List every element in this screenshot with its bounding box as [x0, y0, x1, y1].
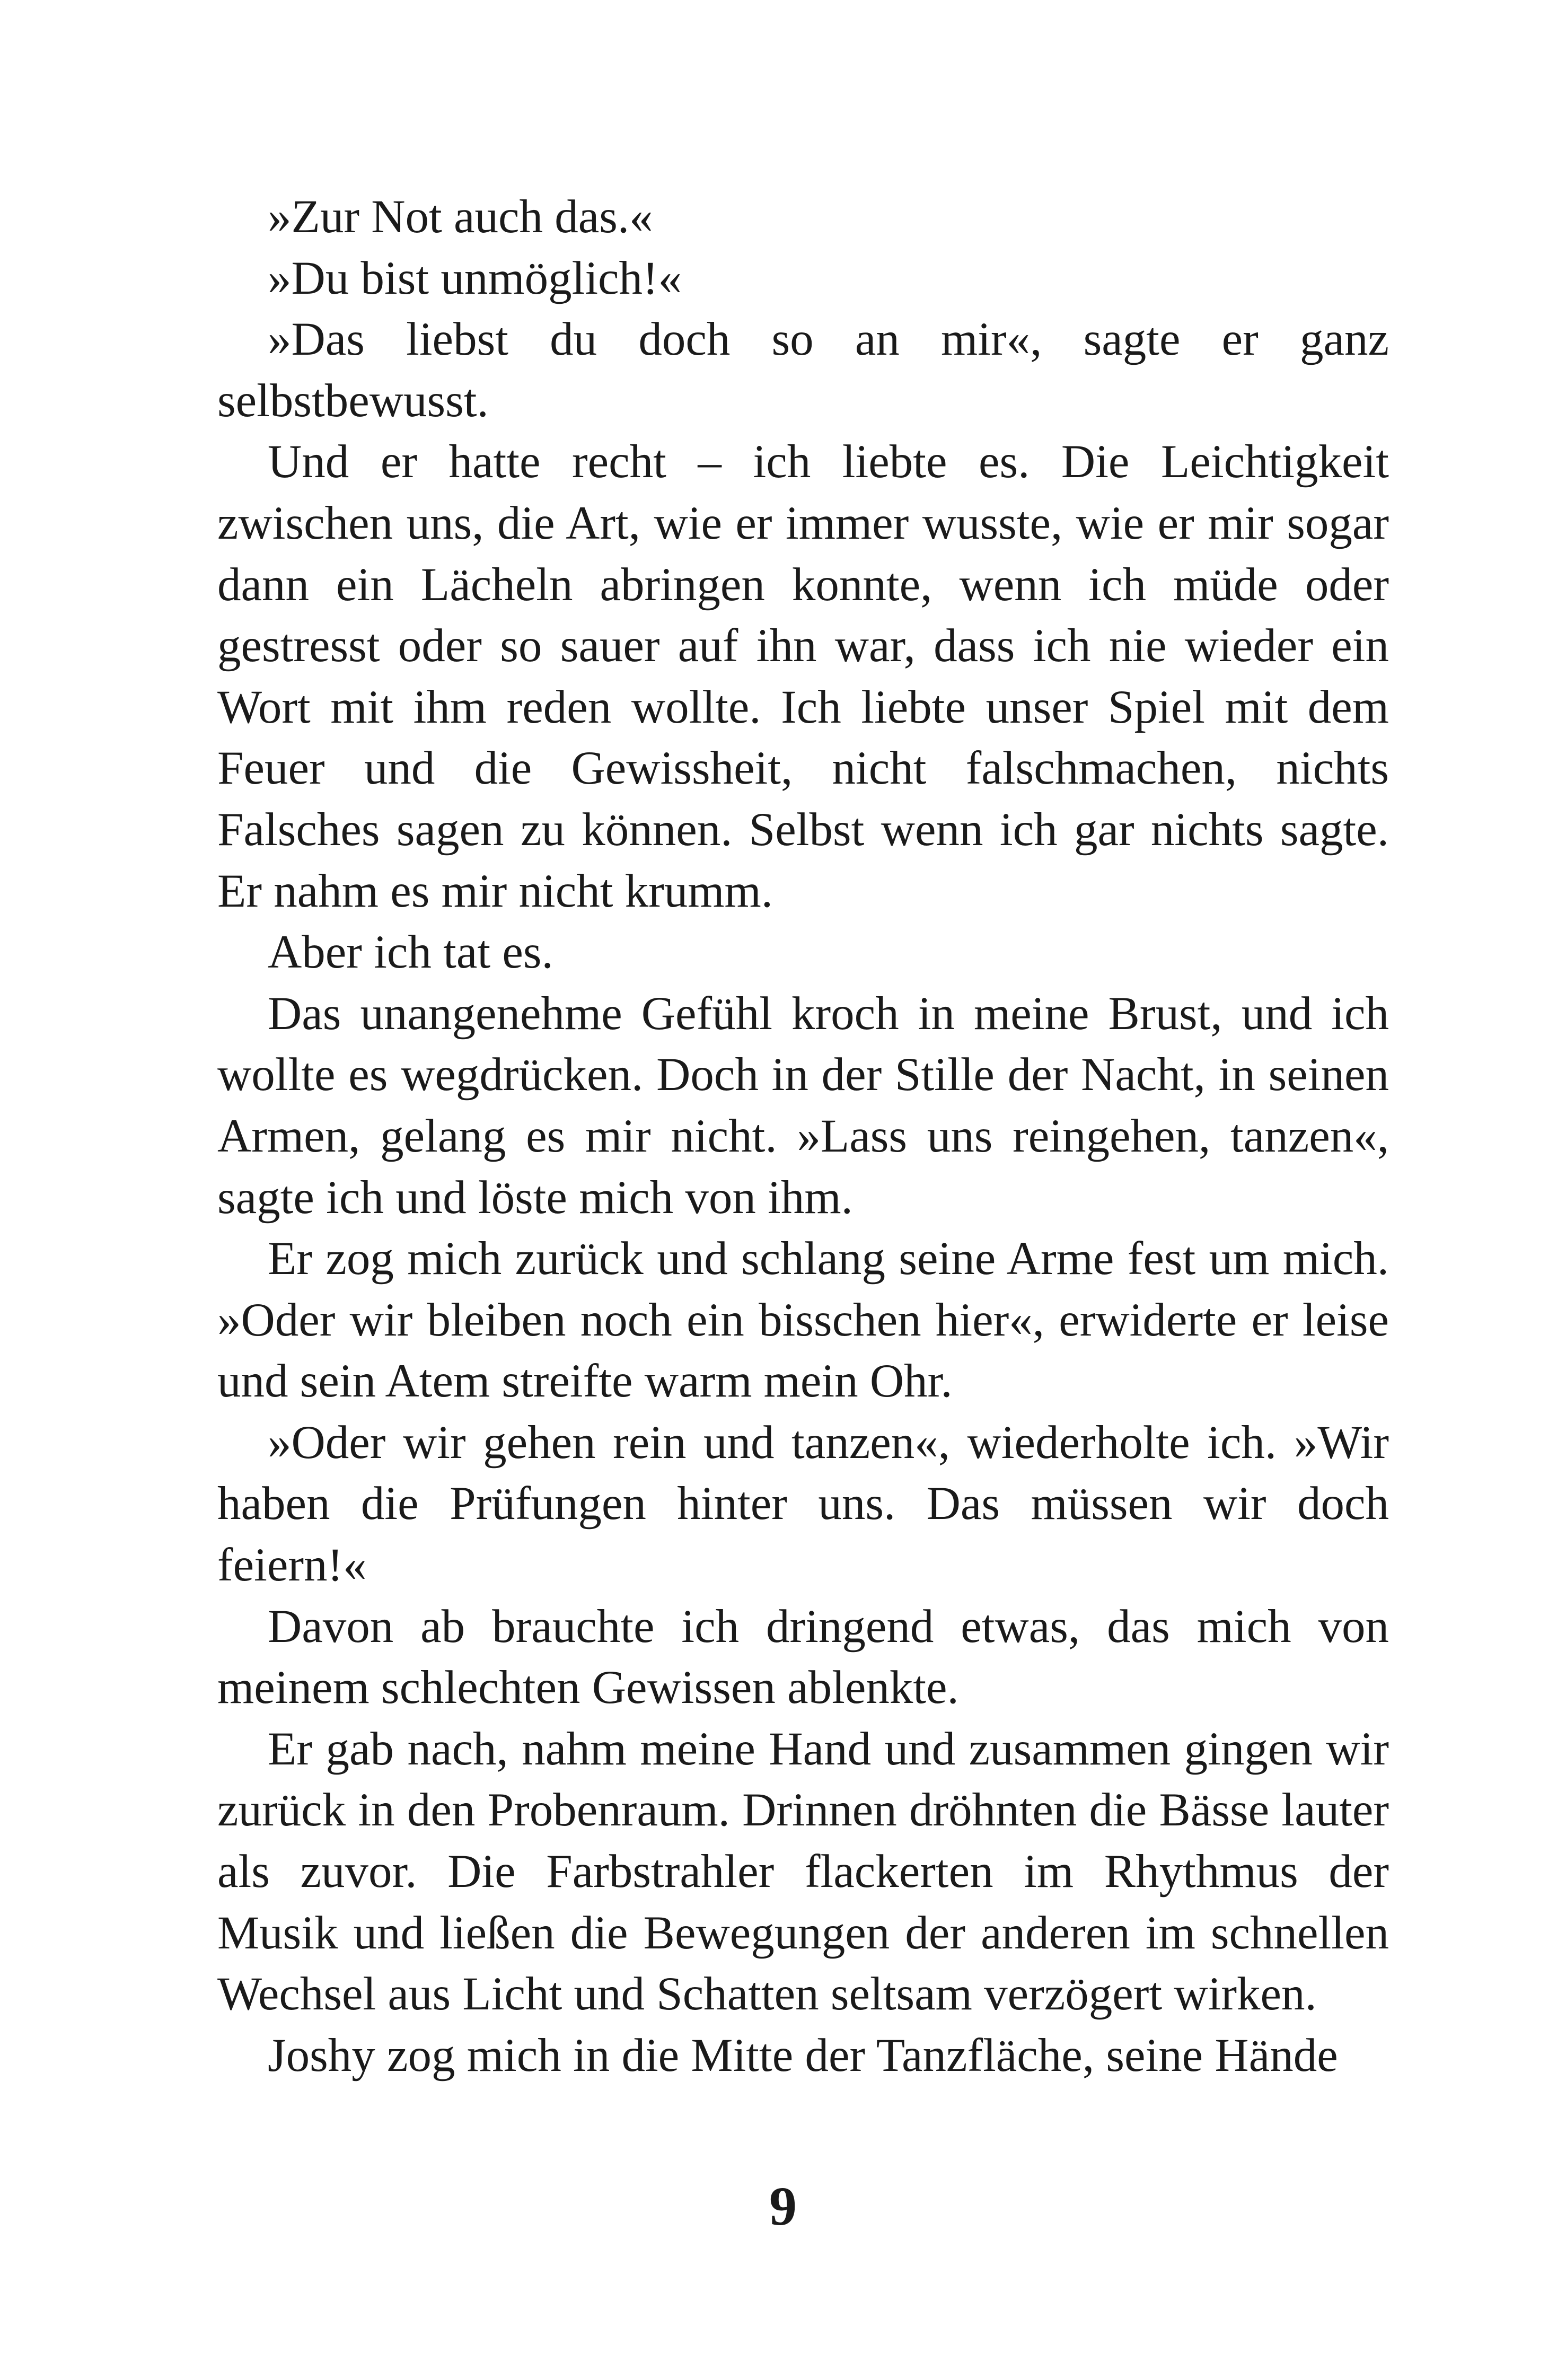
paragraph: »Zur Not auch das.« [268, 191, 653, 243]
paragraph: Und er hatte recht – ich liebte es. Die Leichtigkeit zwischen uns, die Art, wie er immer wusste, wie er mir sogar dann ein Lächeln abringen konnte, wenn ich müde oder gestresst oder so sauer auf ihn war, dass ich nie wieder ein Wort mit ihm reden wollte. Ich liebte unser Spiel mit dem Feuer und die Gewissheit, nicht falschmachen, nichts Falsches sagen zu können. Selbst wenn ich gar nichts sagte. Er nahm es mir nicht krumm. [217, 436, 1389, 917]
paragraph: Er zog mich zurück und schlang seine Arme fest um mich. »Oder wir bleiben noch ein bisschen hier«, erwiderte er leise und sein Atem streifte warm mein Ohr. [217, 1233, 1389, 1408]
paragraph: »Du bist unmöglich!« [268, 252, 682, 304]
page-number: 9 [769, 2176, 797, 2237]
paragraph: Er gab nach, nahm meine Hand und zusammen gingen wir zurück in den Probenraum. Drinnen dröhnten die Bässe lauter als zuvor. Die Farbstrahler flackerten im Rhythmus der Musik und ließen die Bewegungen der anderen im schnellen Wechsel aus Licht und Schatten seltsam verzögert wirken. [217, 1723, 1389, 2021]
paragraph: Joshy zog mich in die Mitte der Tanzfläche, seine Hände [268, 2029, 1338, 2082]
paragraph: Aber ich tat es. [268, 926, 553, 979]
paragraph: Davon ab brauchte ich dringend etwas, das mich von meinem schlechten Gewissen ablenkte. [217, 1600, 1389, 1714]
paragraph: »Das liebst du doch so an mir«, sagte er ganz selbstbewusst. [217, 313, 1389, 427]
paragraph: »Oder wir gehen rein und tanzen«, wiederholte ich. »Wir haben die Prüfungen hinter uns. Das müssen wir doch feiern!« [217, 1416, 1389, 1592]
body-text [217, 187, 1389, 2086]
paragraph: Das unangenehme Gefühl kroch in meine Brust, und ich wollte es wegdrücken. Doch in der Stille der Nacht, in seinen Armen, gelang es mir nicht. »Lass uns reingehen, tanzen«, sagte ich und löste mich von ihm. [217, 987, 1389, 1224]
